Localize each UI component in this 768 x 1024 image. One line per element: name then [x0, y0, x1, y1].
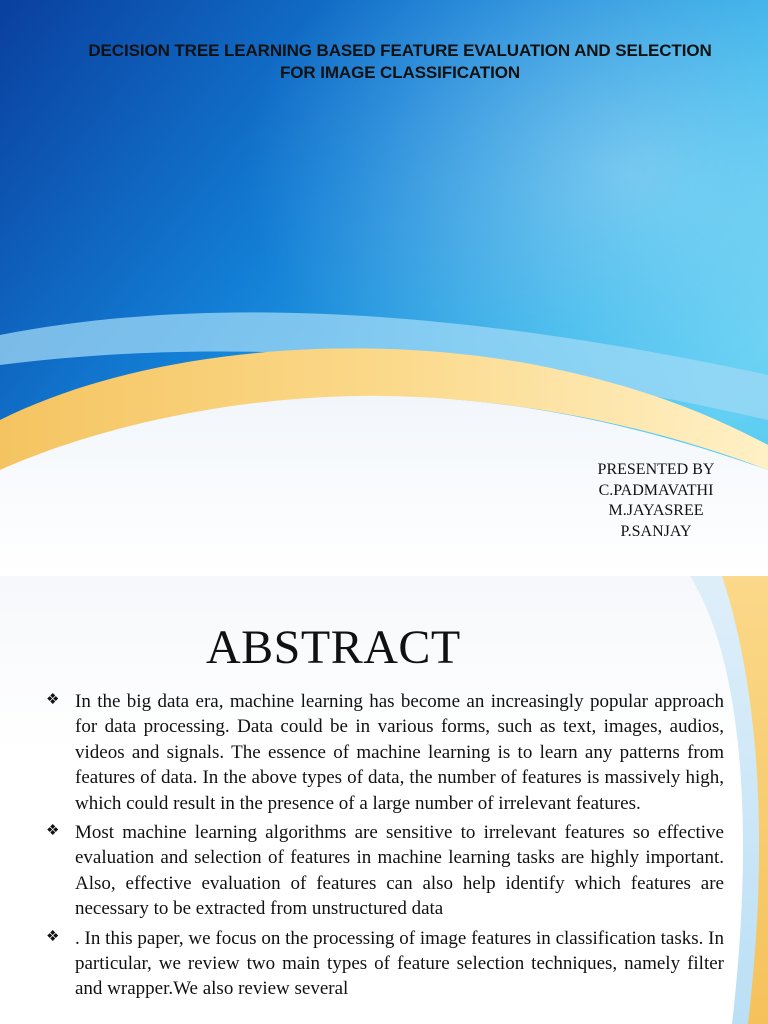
bullet-text: Most machine learning algorithms are sensitive to irrelevant features so effective evaluation and selection of features in machine learning tasks are highly important. Also, effective evaluation of features can also help identify which features are necessary to be extracted from unstructured data [75, 822, 724, 920]
diamond-bullet-icon: ❖ [46, 823, 60, 840]
presentation-title [0, 40, 768, 84]
abstract-heading: ABSTRACT [206, 621, 461, 674]
bullet-text: In the big data era, machine learning has become an increasingly popular approach for data processing. Data could be in various forms, such as text, images, audios, videos and signals. The essence of machine learning is to learn any patterns from features of data. In the above types of data, the number of features is massively high, which could result in the presence of a large number of irrelevant features. [75, 691, 724, 814]
list-item [46, 820, 724, 922]
title-line-2: FOR IMAGE CLASSIFICATION [280, 63, 520, 82]
abstract-slide [0, 576, 768, 1024]
presenter-name: P.SANJAY [620, 522, 692, 540]
presented-by-label: PRESENTED BY [597, 461, 715, 478]
bullet-text: . In this paper, we focus on the processing of image features in classification tasks. In particular, we review two main types of feature selection techniques, namely filter and wrapper.We also review several [75, 927, 724, 1000]
title-line-1: DECISION TREE LEARNING BASED FEATURE EVALUATION AND SELECTION [88, 41, 712, 60]
diamond-bullet-icon: ❖ [46, 692, 60, 708]
list-item [46, 926, 724, 1002]
presenter-list [580, 460, 732, 542]
presenter-name: M.JAYASREE [608, 502, 704, 519]
abstract-bullet-list [46, 689, 724, 1006]
presenter-name: C.PADMAVATHI [598, 481, 714, 499]
list-item [46, 689, 724, 816]
diamond-bullet-icon: ❖ [46, 928, 60, 945]
